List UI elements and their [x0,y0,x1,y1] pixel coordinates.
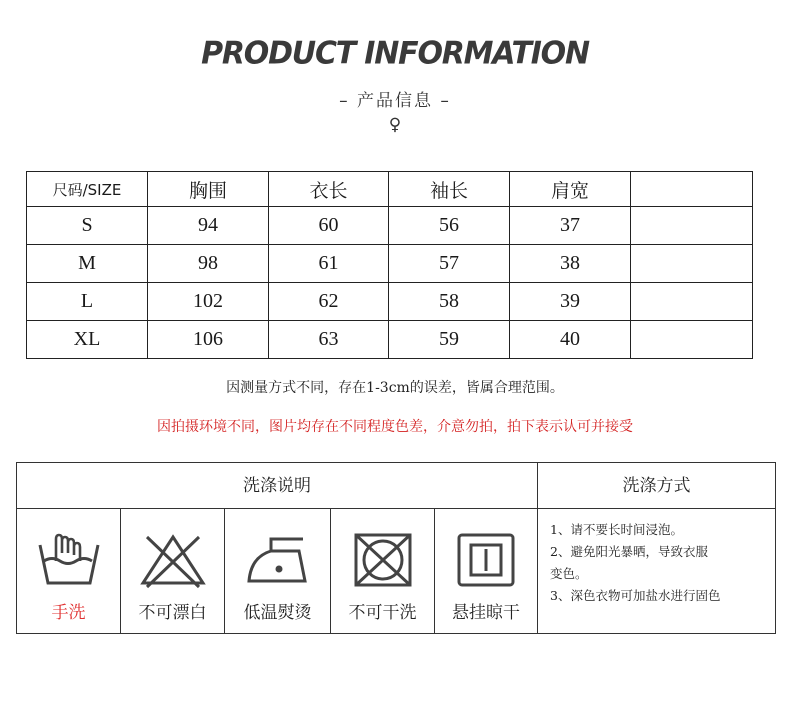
table-cell: 102 [148,283,269,321]
table-row [27,283,753,321]
care-label: 低温熨烫 [243,603,312,623]
wash-method-item: 1、请不要长时间浸泡。 [550,522,683,537]
measurement-note: 因测量方式不同，存在1-3cm的误差，皆属合理范围。 [226,380,564,396]
care-icon-row [17,509,538,633]
care-cell-hand-wash [17,509,121,633]
care-cell-no-dry-clean [331,509,435,633]
no-bleach-icon [137,531,209,589]
table-row [27,321,753,359]
wash-method-item: 3、深色衣物可加盐水进行固色 [550,588,721,603]
table-cell: 58 [389,283,510,321]
table-cell: 94 [148,207,269,245]
page-title: PRODUCT INFORMATION [201,35,589,72]
table-cell [631,207,753,245]
page-subtitle: – 产品信息 – [339,91,451,111]
table-cell: 61 [269,245,389,283]
table-cell: 57 [389,245,510,283]
table-cell: 59 [389,321,510,359]
wash-method-item: 2、避免阳光暴晒，导致衣服 [550,544,708,559]
care-cell-low-iron [225,509,331,633]
table-cell: 98 [148,245,269,283]
table-cell: 106 [148,321,269,359]
size-cell: M [27,245,148,283]
table-cell [631,245,753,283]
female-symbol-icon: ♀ [388,115,402,135]
wash-method-list [538,509,775,633]
hang-dry-icon [453,531,519,589]
table-cell: 56 [389,207,510,245]
care-cell-no-bleach [121,509,225,633]
wash-method-header: 洗涤方式 [538,463,775,509]
table-cell: 62 [269,283,389,321]
table-cell [631,283,753,321]
size-table [26,171,753,359]
column-header: 胸围 [148,172,269,207]
column-header: 尺码/SIZE [27,172,148,207]
table-row [27,245,753,283]
table-cell [631,321,753,359]
size-table-header-row [27,172,753,207]
hand-wash-icon [34,531,104,589]
no-dry-clean-icon [350,531,416,589]
table-row [27,207,753,245]
size-cell: S [27,207,148,245]
table-cell: 40 [510,321,631,359]
column-header: 袖长 [389,172,510,207]
care-label: 悬挂晾干 [452,603,520,623]
care-label: 不可漂白 [138,603,207,623]
column-header: 衣长 [269,172,389,207]
care-instructions-header: 洗涤说明 [17,463,538,509]
table-cell: 63 [269,321,389,359]
column-header: 肩宽 [510,172,631,207]
column-header [631,172,753,207]
table-cell: 37 [510,207,631,245]
table-cell: 39 [510,283,631,321]
wash-method-item: 变色。 [550,566,588,581]
care-instructions-table [16,462,776,634]
low-iron-icon [241,531,315,589]
size-cell: L [27,283,148,321]
table-cell: 60 [269,207,389,245]
table-cell: 38 [510,245,631,283]
care-cell-hang-dry [435,509,538,633]
size-cell: XL [27,321,148,359]
color-difference-note: 因拍摄环境不同，图片均存在不同程度色差，介意勿拍，拍下表示认可并接受 [157,419,633,435]
care-label: 手洗 [51,603,86,623]
care-label: 不可干洗 [348,603,417,623]
